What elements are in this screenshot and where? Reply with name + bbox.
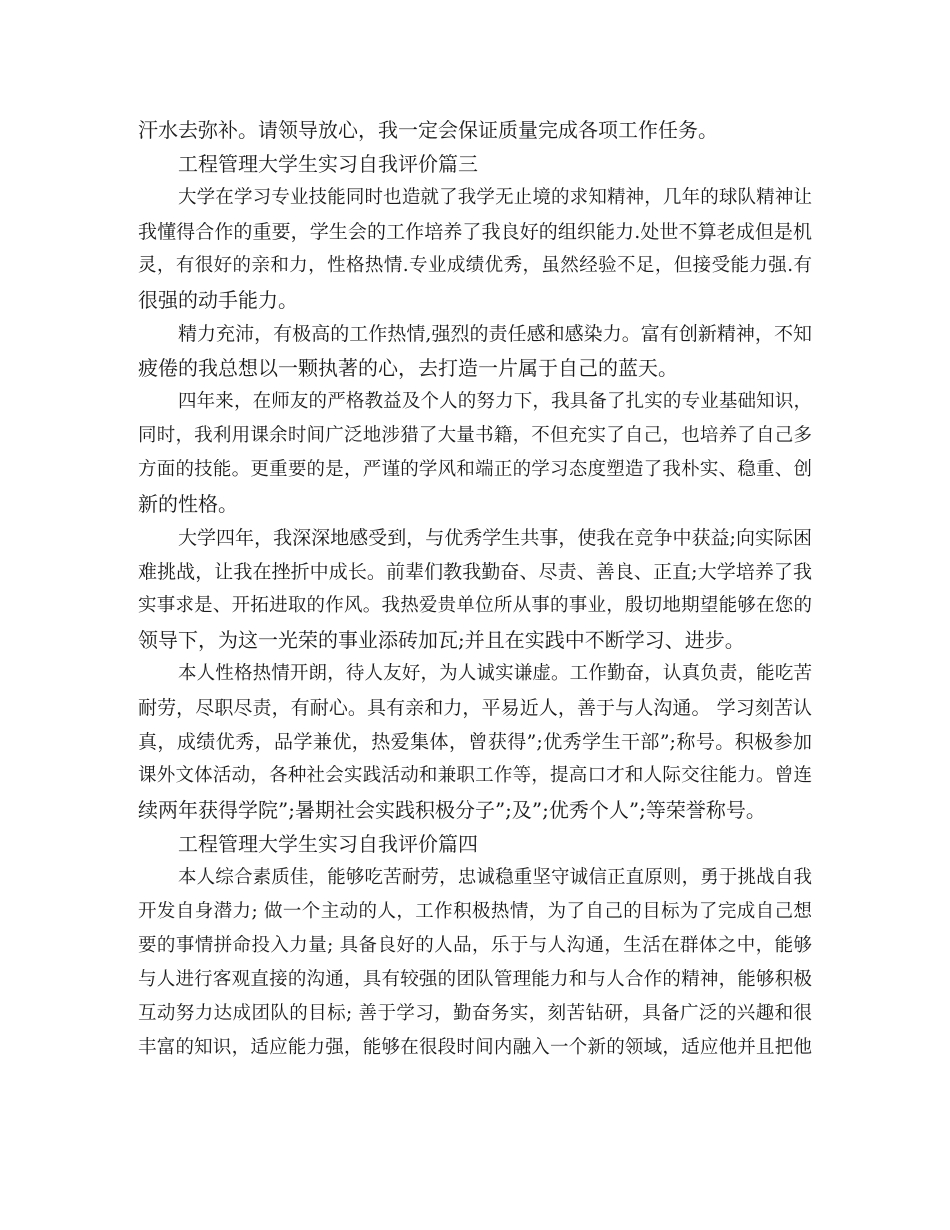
text-line: 要的事情拼命投入力量; 具备良好的人品，乐于与人沟通，生活在群体之中，能够 bbox=[138, 935, 812, 956]
text-line: 真，成绩优秀，品学兼优，热爱集体，曾获得”;优秀学生干部”;称号。积极参加 bbox=[138, 731, 812, 753]
text-line: 本人综合素质佳，能够吃苦耐劳，忠诚稳重坚守诚信正直原则，勇于挑战自我 bbox=[178, 867, 812, 888]
document-body bbox=[138, 113, 812, 1065]
text-line: 耐劳，尽职尽责，有耐心。具有亲和力，平易近人，善于与人沟通。 学习刻苦认 bbox=[138, 697, 812, 719]
text-line: 难挑战，让我在挫折中成长。前辈们教我勤奋、尽责、善良、正直;大学培养了我 bbox=[138, 561, 812, 583]
text-line: 开发自身潜力; 做一个主动的人，工作积极热情，为了自己的目标为了完成自己想 bbox=[138, 901, 812, 922]
text-line: 领导下，为这一光荣的事业添砖加瓦;并且在实践中不断学习、进步。 bbox=[138, 628, 745, 652]
text-line: 互动努力达成团队的目标; 善于学习，勤奋务实，刻苦钻研，具备广泛的兴趣和很 bbox=[138, 1003, 812, 1024]
text-line: 很强的动手能力。 bbox=[138, 288, 298, 312]
text-line: 大学在学习专业技能同时也造就了我学无止境的求知精神，几年的球队精神让 bbox=[178, 187, 812, 208]
section-heading: 工程管理大学生实习自我评价篇四 bbox=[178, 832, 478, 856]
text-line: 与人进行客观直接的沟通，具有较强的团队管理能力和与人合作的精神，能够积极 bbox=[138, 969, 812, 990]
text-line: 同时，我利用课余时间广泛地涉猎了大量书籍，不但充实了自己，也培养了自己多 bbox=[138, 425, 812, 446]
text-line: 本人性格热情开朗，待人友好，为人诚实谦虚。工作勤奋，认真负责，能吃苦 bbox=[178, 663, 812, 684]
text-line: 灵，有很好的亲和力，性格热情.专业成绩优秀，虽然经验不足，但接受能力强.有 bbox=[138, 255, 812, 276]
text-line: 丰富的知识，适应能力强，能够在很段时间内融入一个新的领域，适应他并且把他 bbox=[138, 1037, 812, 1058]
text-line: 我懂得合作的重要，学生会的工作培养了我良好的组织能力.处世不算老成但是机 bbox=[138, 221, 812, 243]
text-line: 实事求是、开拓进取的作风。我热爱贵单位所从事的事业，殷切地期望能够在您的 bbox=[138, 595, 812, 616]
text-line: 疲倦的我总想以一颗执著的心，去打造一片属于自己的蓝天。 bbox=[138, 356, 678, 380]
text-line: 大学四年，我深深地感受到，与优秀学生共事，使我在竞争中获益;向实际困 bbox=[178, 527, 812, 549]
text-line: 续两年获得学院”;暑期社会实践积极分子”;及”;优秀个人”;等荣誉称号。 bbox=[138, 798, 766, 822]
text-line: 四年来，在师友的严格教益及个人的努力下，我具备了扎实的专业基础知识， bbox=[178, 391, 812, 412]
section-heading: 工程管理大学生实习自我评价篇三 bbox=[178, 152, 478, 176]
text-line: 新的性格。 bbox=[138, 492, 238, 516]
text-line: 汗水去弥补。请领导放心，我一定会保证质量完成各项工作任务。 bbox=[138, 118, 718, 142]
text-line: 方面的技能。更重要的是，严谨的学风和端正的学习态度塑造了我朴实、稳重、创 bbox=[138, 459, 812, 480]
text-line: 课外文体活动，各种社会实践活动和兼职工作等，提高口才和人际交往能力。曾连 bbox=[138, 765, 812, 786]
text-line: 精力充沛，有极高的工作热情,强烈的责任感和感染力。富有创新精神，不知 bbox=[178, 323, 812, 345]
